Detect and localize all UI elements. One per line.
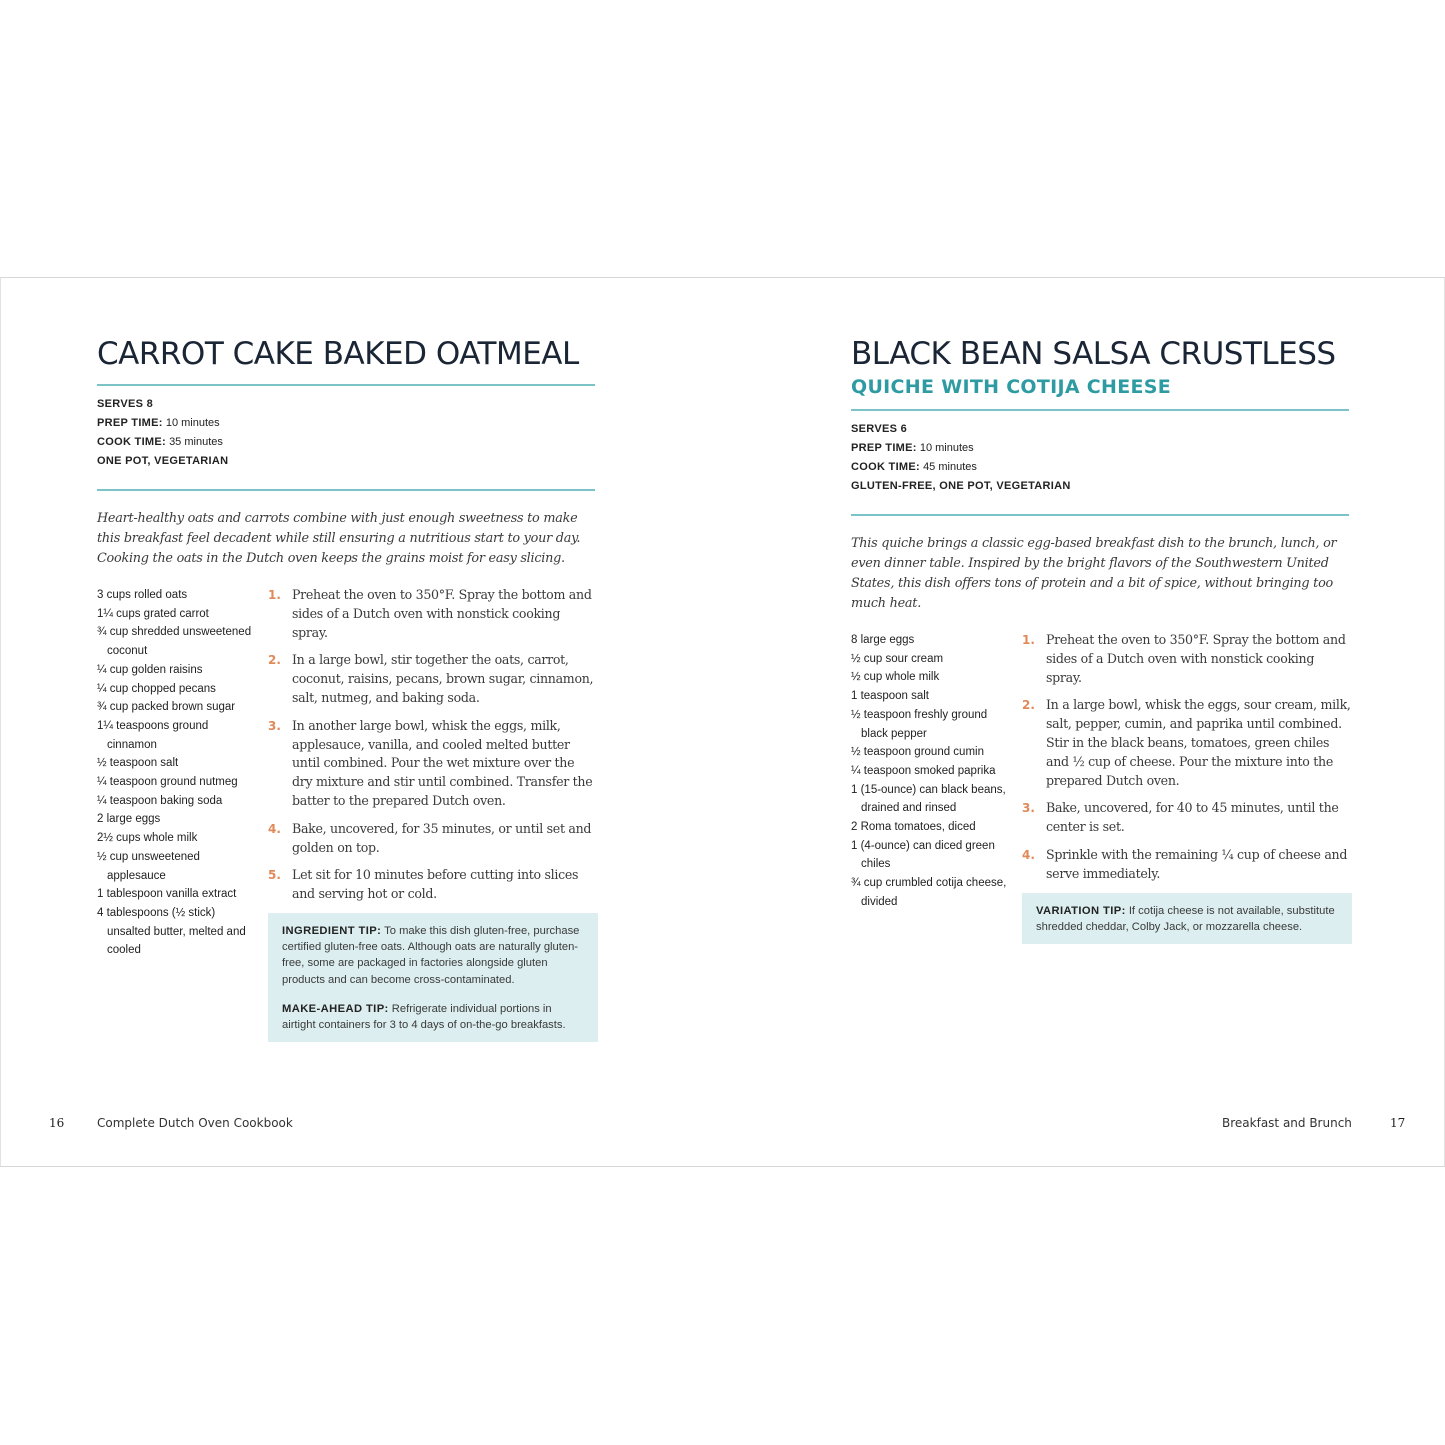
step-text: Bake, uncovered, for 35 minutes, or until set and golden on top. (292, 820, 592, 855)
instruction-step (1022, 846, 1352, 884)
meta-divider (851, 514, 1349, 516)
meta-divider (97, 489, 595, 491)
recipe-title: CARROT CAKE BAKED OATMEAL (97, 336, 579, 372)
ingredient: 3 cups rolled oats (97, 589, 188, 601)
step-text: In another large bowl, whisk the eggs, milk, applesauce, vanilla, and cooled melted butter until combined. Pour the wet mixture over the dry mixture and stir until combined. Transfer the batter to the prepared Dutch oven. (292, 717, 593, 808)
serves: SERVES 8 (97, 398, 154, 410)
step-number: 1. (1022, 633, 1035, 647)
ingredient: ¼ teaspoon baking soda (97, 794, 223, 807)
ingredient: 1¼ cups grated carrot (97, 607, 209, 620)
title-divider (851, 409, 1349, 411)
step-number: 3. (268, 718, 281, 733)
ingredient: 8 large eggs (851, 634, 915, 646)
ingredient: 2½ cups whole milk (97, 832, 198, 845)
make-ahead-tip: MAKE-AHEAD TIP: Refrigerate individual portions in airtight containers for 3 to 4 days of on-the-go breakfasts. (282, 1002, 566, 1031)
ingredient: 1 (4-ounce) can diced green chiles (851, 839, 995, 871)
step-number: 4. (1022, 847, 1035, 862)
ingredient: ½ cup whole milk (851, 671, 940, 684)
ingredients-list (851, 631, 1011, 912)
recipe-intro: This quiche brings a classic egg-based breakfast dish to the brunch, lunch, or even dinner table. Inspired by the bright flavors of the Southwestern United States, this dish offers tons of protein and a bit of spice, without bringing too much heat. (851, 536, 1337, 611)
instructions-list (268, 586, 598, 1042)
recipe-title: BLACK BEAN SALSA CRUSTLESS (851, 336, 1336, 372)
page-number: 16 (49, 1116, 65, 1130)
cook-time: COOK TIME: 45 minutes (851, 461, 977, 473)
step-text: In a large bowl, whisk the eggs, sour cream, milk, salt, pepper, cumin, and paprika until combined. Stir in the black beans, tomatoes, green chiles and ½ cup of cheese. Pour the mixture into the prepared Dutch oven. (1046, 697, 1351, 788)
ingredient-tip: INGREDIENT TIP: To make this dish gluten-free, purchase certified gluten-free oats. Although oats are naturally gluten-free, some are packaged in factories alongside gluten products and can become cross-contaminated. (282, 924, 580, 986)
step-number: 4. (268, 821, 281, 836)
serves: SERVES 6 (851, 423, 908, 435)
step-number: 2. (268, 653, 281, 668)
step-number: 2. (1022, 698, 1035, 713)
ingredient: 1 tablespoon vanilla extract (97, 888, 237, 901)
instructions-list (1022, 631, 1352, 944)
left-page (1, 278, 723, 1168)
step-number: 1. (268, 588, 281, 602)
instruction-step (268, 717, 598, 811)
recipe-tags: GLUTEN-FREE, ONE POT, VEGETARIAN (851, 480, 1071, 492)
ingredient: 4 tablespoons (½ stick) unsalted butter, melted and cooled (97, 906, 246, 957)
ingredient: ¾ cup crumbled cotija cheese, divided (851, 877, 1007, 908)
ingredient: 1¼ teaspoons ground cinnamon (97, 719, 209, 751)
ingredient: 2 large eggs (97, 813, 161, 826)
step-text: In a large bowl, stir together the oats, carrot, coconut, raisins, pecans, brown sugar, cinnamon, salt, nutmeg, and baking soda. (292, 652, 594, 705)
ingredient: ½ teaspoon ground cumin (851, 746, 984, 759)
step-text: Let sit for 10 minutes before cutting into slices and serving hot or cold. (292, 867, 579, 902)
instruction-step (268, 586, 598, 642)
instruction-step (268, 820, 598, 858)
instruction-step (268, 866, 598, 904)
book-spread (0, 277, 1445, 1167)
right-page (723, 278, 1445, 1168)
ingredient: ½ cup sour cream (851, 652, 944, 665)
instruction-step (1022, 696, 1352, 790)
recipe-black-bean-quiche (851, 334, 1351, 933)
cook-time: COOK TIME: 35 minutes (97, 436, 223, 448)
prep-time: PREP TIME: 10 minutes (97, 417, 220, 429)
ingredient: ¼ teaspoon smoked paprika (851, 764, 996, 777)
ingredient: 1 (15-ounce) can black beans, drained and rinsed (851, 783, 1006, 815)
page-number: 17 (1390, 1116, 1406, 1130)
ingredient: ¼ cup chopped pecans (97, 682, 216, 695)
ingredient: 1 teaspoon salt (851, 690, 930, 703)
recipe-subtitle: QUICHE WITH COTIJA CHEESE (851, 376, 1172, 398)
step-text: Preheat the oven to 350°F. Spray the bottom and sides of a Dutch oven with nonstick cooking spray. (292, 587, 592, 640)
ingredient: ½ teaspoon salt (97, 757, 179, 770)
ingredient: ¾ cup shredded unsweetened coconut (97, 626, 252, 658)
ingredient: ½ cup unsweetened applesauce (97, 850, 200, 882)
variation-tip: VARIATION TIP: If cotija cheese is not available, substitute shredded cheddar, Colby Jack, or mozzarella cheese. (1036, 904, 1335, 933)
step-text: Preheat the oven to 350°F. Spray the bottom and sides of a Dutch oven with nonstick cooking spray. (1046, 632, 1346, 685)
ingredient: ¼ cup golden raisins (97, 663, 203, 676)
recipe-carrot-cake-oatmeal (97, 334, 595, 1031)
step-number: 3. (1022, 801, 1035, 816)
tip-box (1022, 893, 1352, 944)
ingredient: ½ teaspoon freshly ground black pepper (851, 708, 988, 740)
recipe-meta (851, 420, 1349, 496)
tip-box (268, 913, 598, 1042)
running-title: Complete Dutch Oven Cookbook (97, 1116, 293, 1130)
step-number: 5. (268, 868, 281, 883)
instruction-step (1022, 631, 1352, 687)
recipe-tags: ONE POT, VEGETARIAN (97, 455, 229, 467)
step-text: Sprinkle with the remaining ¼ cup of cheese and serve immediately. (1046, 846, 1348, 881)
instruction-step (1022, 799, 1352, 837)
ingredients-list (97, 586, 257, 960)
ingredient: ¼ teaspoon ground nutmeg (97, 776, 238, 789)
ingredient: 2 Roma tomatoes, diced (851, 821, 976, 834)
recipe-intro: Heart-healthy oats and carrots combine with just enough sweetness to make this breakfast feel decadent while still ensuring a nutritious start to your day. Cooking the oats in the Dutch oven keeps the grains moist for easy slicing. (97, 511, 581, 566)
prep-time: PREP TIME: 10 minutes (851, 442, 974, 454)
recipe-meta (97, 395, 595, 471)
step-text: Bake, uncovered, for 40 to 45 minutes, until the center is set. (1046, 800, 1339, 835)
title-divider (97, 384, 595, 386)
instruction-step (268, 651, 598, 707)
running-title: Breakfast and Brunch (1222, 1116, 1352, 1130)
ingredient: ¾ cup packed brown sugar (97, 701, 236, 714)
